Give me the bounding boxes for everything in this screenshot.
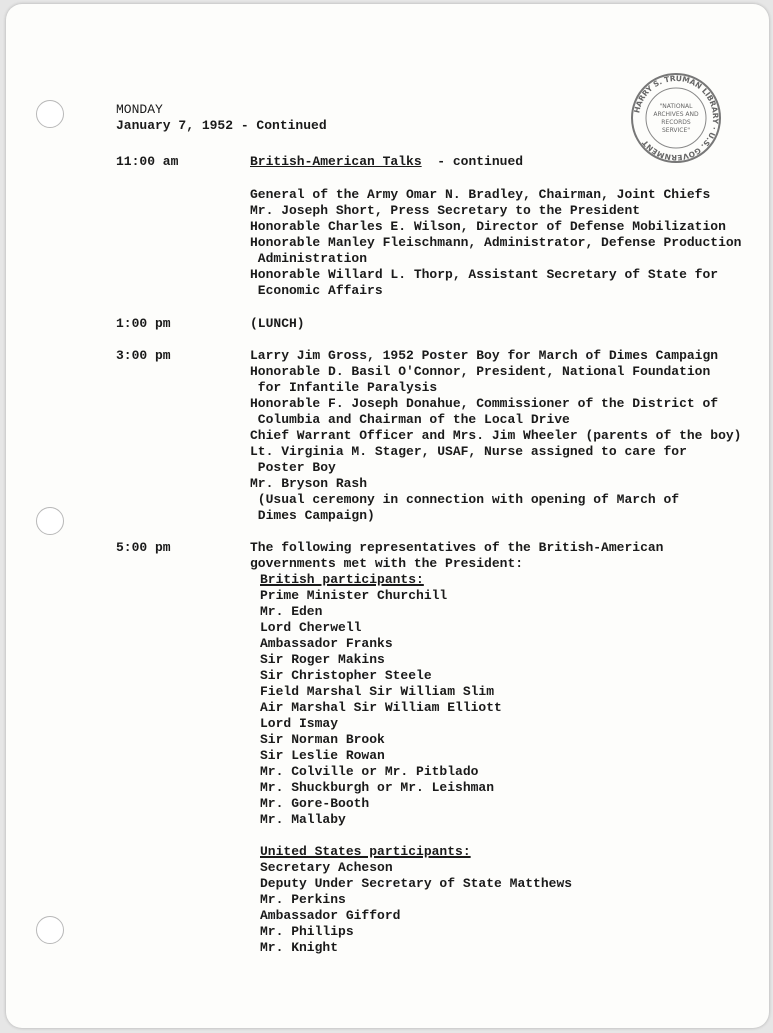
time-0300: 3:00 pm bbox=[116, 348, 171, 363]
participant: Mr. Eden bbox=[260, 604, 323, 619]
entry-0500 bbox=[250, 540, 663, 956]
page-header bbox=[116, 102, 327, 134]
intro-line: governments met with the President: bbox=[250, 556, 524, 571]
participant: Sir Christopher Steele bbox=[260, 668, 432, 683]
stamp-line-3: RECORDS bbox=[661, 119, 691, 126]
stamp-outer-text: HARRY S. TRUMAN LIBRARY · U.S. GOVERNMENT bbox=[632, 73, 721, 163]
stamp-line-2: ARCHIVES AND bbox=[653, 111, 699, 118]
stamp-line-4: SERVICE" bbox=[661, 127, 691, 134]
attendee-line: General of the Army Omar N. Bradley, Chairman, Joint Chiefs bbox=[250, 187, 711, 202]
day-label: MONDAY bbox=[116, 102, 163, 117]
time-0500: 5:00 pm bbox=[116, 540, 171, 555]
attendee-line: Lt. Virginia M. Stager, USAF, Nurse assigned to care for bbox=[250, 444, 687, 459]
time-0100: 1:00 pm bbox=[116, 316, 171, 331]
attendee-line: Poster Boy bbox=[250, 460, 336, 475]
time-1100: 11:00 am bbox=[116, 154, 179, 169]
punch-hole-middle bbox=[36, 507, 64, 535]
attendee-line: Mr. Joseph Short, Press Secretary to the President bbox=[250, 203, 641, 218]
attendee-line: Honorable Charles E. Wilson, Director of Defense Mobilization bbox=[250, 219, 726, 234]
date-label: January 7, 1952 - Continued bbox=[116, 118, 327, 133]
participant: Mr. Phillips bbox=[260, 924, 354, 939]
entry-0100 bbox=[250, 316, 305, 332]
stamp-line-1: "NATIONAL bbox=[659, 103, 693, 110]
attendee-line: (Usual ceremony in connection with opening of March of bbox=[250, 492, 680, 507]
participant: Secretary Acheson bbox=[260, 860, 393, 875]
participant: Mr. Knight bbox=[260, 940, 339, 955]
participant: Prime Minister Churchill bbox=[260, 588, 448, 603]
participant: Ambassador Franks bbox=[260, 636, 393, 651]
british-heading: British participants: bbox=[260, 572, 424, 587]
attendee-line: Honorable Willard L. Thorp, Assistant Secretary of State for bbox=[250, 267, 719, 282]
participant: Air Marshal Sir William Elliott bbox=[260, 700, 502, 715]
participant: Mr. Perkins bbox=[260, 892, 346, 907]
participant: Deputy Under Secretary of State Matthews bbox=[260, 876, 573, 891]
participant: Sir Leslie Rowan bbox=[260, 748, 385, 763]
participant: Ambassador Gifford bbox=[260, 908, 401, 923]
entry-1100 bbox=[250, 154, 741, 299]
entry-title-suffix: - continued bbox=[421, 154, 524, 169]
attendee-line: Chief Warrant Officer and Mrs. Jim Wheeler (parents of the boy) bbox=[250, 428, 742, 443]
participant: Mr. Colville or Mr. Pitblado bbox=[260, 764, 479, 779]
intro-line: The following representatives of the British-American bbox=[250, 540, 664, 555]
participant: Lord Ismay bbox=[260, 716, 339, 731]
attendee-line: Honorable D. Basil O'Connor, President, National Foundation bbox=[250, 364, 711, 379]
participant: Lord Cherwell bbox=[260, 620, 362, 635]
attendee-line: Larry Jim Gross, 1952 Poster Boy for March of Dimes Campaign bbox=[250, 348, 719, 363]
attendee-line: Administration bbox=[250, 251, 368, 266]
participant: Sir Norman Brook bbox=[260, 732, 385, 747]
document-page bbox=[6, 4, 769, 1028]
lunch-label: (LUNCH) bbox=[250, 316, 305, 331]
attendee-line: Honorable F. Joseph Donahue, Commissioner of the District of bbox=[250, 396, 719, 411]
participant: Mr. Mallaby bbox=[260, 812, 346, 827]
participant: Mr. Shuckburgh or Mr. Leishman bbox=[260, 780, 495, 795]
us-heading: United States participants: bbox=[260, 844, 471, 859]
attendee-line: Dimes Campaign) bbox=[250, 508, 375, 523]
attendee-line: Columbia and Chairman of the Local Drive bbox=[250, 412, 570, 427]
participant: Sir Roger Makins bbox=[260, 652, 385, 667]
participant: Mr. Gore-Booth bbox=[260, 796, 370, 811]
attendee-line: Economic Affairs bbox=[250, 283, 383, 298]
attendee-line: Mr. Bryson Rash bbox=[250, 476, 368, 491]
punch-hole-bottom bbox=[36, 916, 64, 944]
attendee-line: Honorable Manley Fleischmann, Administrator, Defense Production bbox=[250, 235, 742, 250]
participant: Field Marshal Sir William Slim bbox=[260, 684, 495, 699]
attendee-line: for Infantile Paralysis bbox=[250, 380, 438, 395]
entry-0300 bbox=[250, 348, 741, 524]
archive-stamp bbox=[630, 72, 722, 164]
punch-hole-top bbox=[36, 100, 64, 128]
entry-title: British-American Talks bbox=[250, 154, 422, 169]
